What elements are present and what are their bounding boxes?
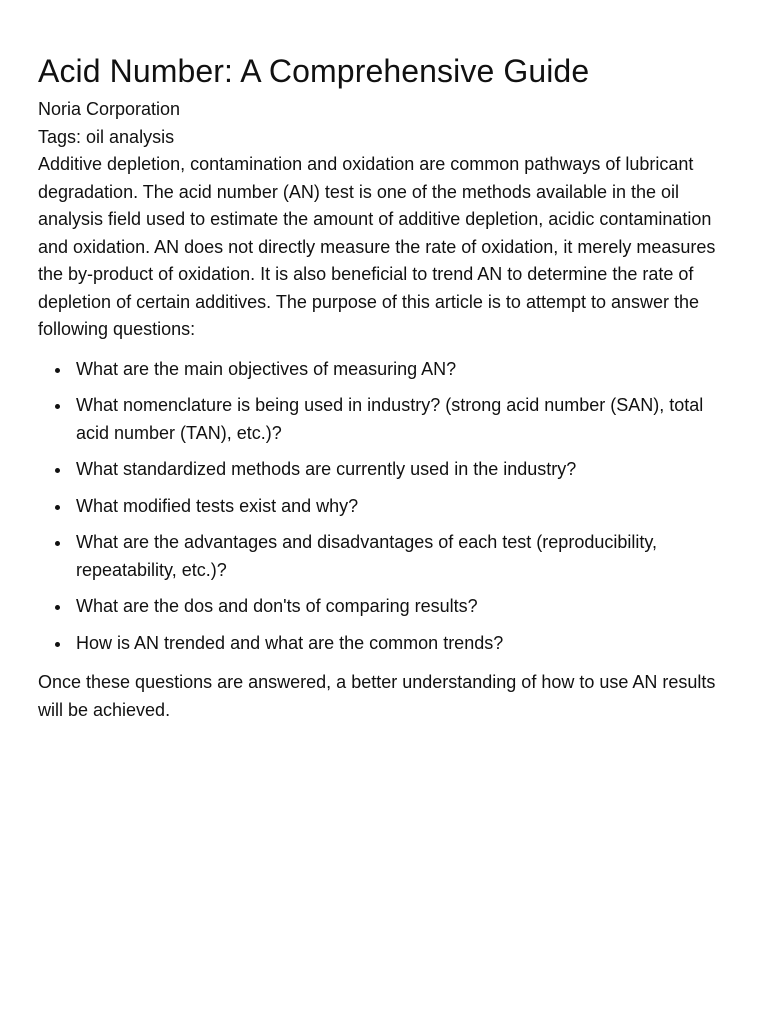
- list-item: [38, 630, 738, 658]
- list-item: [38, 392, 738, 447]
- list-item-text: What are the main objectives of measuring AN?: [76, 358, 457, 379]
- list-item-text: What nomenclature is being used in industry? (strong acid number (SAN), total acid number (TAN), etc.)?: [76, 395, 704, 443]
- list-item-text: What modified tests exist and why?: [76, 495, 359, 516]
- article-author: Noria Corporation: [38, 99, 181, 119]
- bullet-icon: [55, 468, 60, 473]
- article-title: Acid Number: A Comprehensive Guide: [38, 53, 590, 89]
- question-list: [38, 356, 738, 658]
- list-item: [38, 529, 738, 584]
- bullet-icon: [55, 404, 60, 409]
- bullet-icon: [55, 505, 60, 510]
- article-closing: Once these questions are answered, a better understanding of how to use AN results will be achieved.: [38, 672, 716, 720]
- bullet-icon: [55, 368, 60, 373]
- article: [38, 52, 738, 724]
- article-tags: Tags: oil analysis: [38, 126, 175, 147]
- list-item: [38, 493, 738, 521]
- bullet-icon: [55, 541, 60, 546]
- bullet-icon: [55, 642, 60, 647]
- list-item: [38, 356, 738, 384]
- list-item: [38, 456, 738, 484]
- article-intro: Additive depletion, contamination and oxidation are common pathways of lubricant degradation. The acid number (AN) test is one of the methods available in the oil analysis field used to estimate the amount of additive depletion, acidic contamination and oxidation. AN does not directly measure the rate of oxidation, it merely measures the by-product of oxidation. It is also beneficial to trend AN to determine the rate of depletion of certain additives. The purpose of this article is to attempt to answer the following questions:: [38, 154, 716, 339]
- list-item-text: What are the dos and don'ts of comparing results?: [76, 596, 478, 616]
- list-item-text: What are the advantages and disadvantages of each test (reproducibility, repeatability, etc.)?: [76, 532, 658, 580]
- list-item-text: How is AN trended and what are the common trends?: [76, 632, 504, 653]
- bullet-icon: [55, 605, 60, 610]
- list-item-text: What standardized methods are currently used in the industry?: [76, 459, 577, 479]
- list-item: [38, 593, 738, 621]
